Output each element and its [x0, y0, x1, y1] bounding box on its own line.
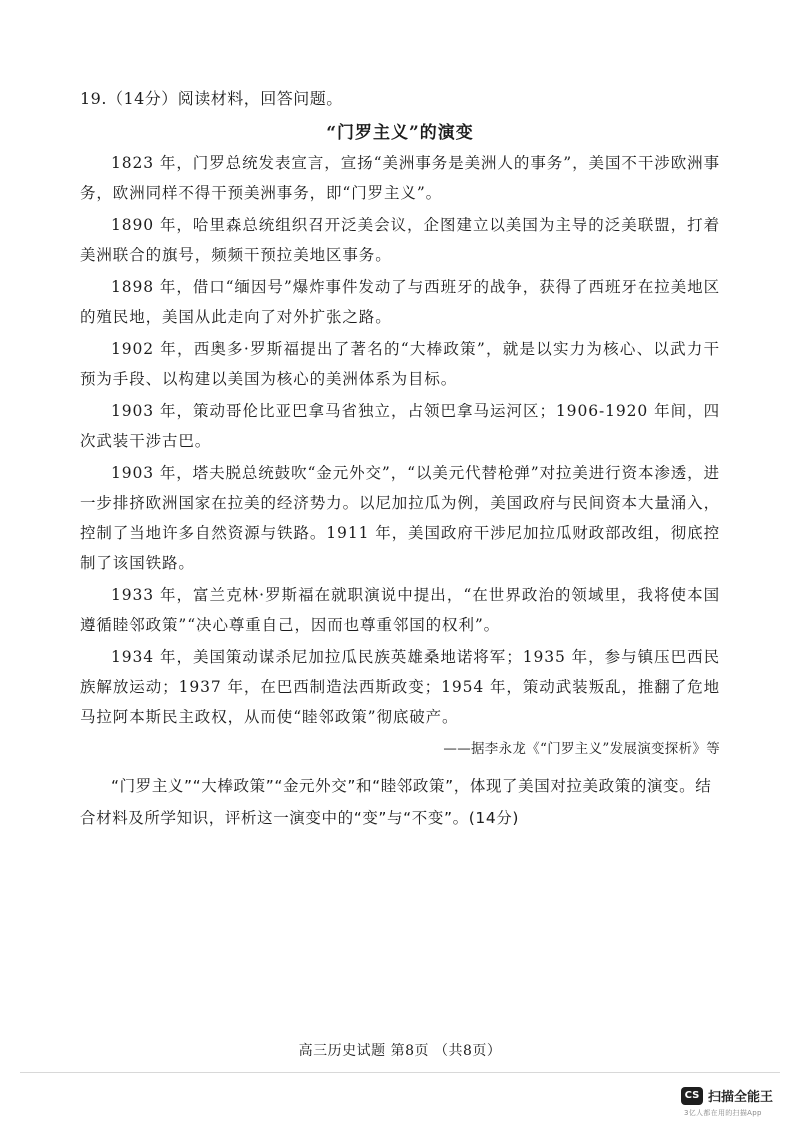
page-footer: 高三历史试题 第8页 （共8页） [298, 1043, 502, 1059]
material-title: “门罗主义”的演变 [326, 123, 474, 143]
material-paragraph: 1898 年，借口“缅因号”爆炸事件发动了与西班牙的战争，获得了西班牙在拉美地区的殖民地，美国从此走向了对外扩张之路。 [80, 278, 720, 326]
material-paragraph: 1933 年，富兰克林·罗斯福在就职演说中提出，“在世界政治的领域里，我将使本国遵循睦邻政策”“决心尊重自己，因而也尊重邻国的权利”。 [80, 586, 720, 634]
scan-divider [20, 1072, 780, 1073]
material-source: ——据李永龙《“门罗主义”发展演变探析》等 [443, 741, 720, 757]
question-header: 19.（14分）阅读材料，回答问题。 [80, 89, 343, 108]
scanner-tagline: 3亿人都在用的扫描App [684, 1109, 762, 1117]
scanner-watermark [681, 1086, 773, 1105]
scanner-app-name: 扫描全能王 [708, 1090, 774, 1105]
material-paragraph: 1902 年，西奥多·罗斯福提出了著名的“大棒政策”，就是以实力为核心、以武力干预为手段、以构建以美国为核心的美洲体系为目标。 [80, 340, 720, 388]
question-prompt: “门罗主义”“大棒政策”“金元外交”和“睦邻政策”，体现了美国对拉美政策的演变。结合材料及所学知识，评析这一演变中的“变”与“不变”。(14分) [80, 777, 712, 827]
material-body [80, 148, 720, 760]
material-paragraph: 1890 年，哈里森总统组织召开泛美会议，企图建立以美国为主导的泛美联盟，打着美洲联合的旗号，频频干预拉美地区事务。 [80, 216, 720, 264]
material-paragraph: 1903 年，策动哥伦比亚巴拿马省独立，占领巴拿马运河区；1906-1920 年间，四次武装干涉古巴。 [80, 402, 720, 450]
material-paragraph: 1903 年，塔夫脱总统鼓吹“金元外交”，“以美元代替枪弹”对拉美进行资本渗透，进一步排挤欧洲国家在拉美的经济势力。以尼加拉瓜为例，美国政府与民间资本大量涌入，控制了当地许多自然资源与铁路。1911 年，美国政府干涉尼加拉瓜财政部改组，彻底控制了该国铁路。 [80, 464, 720, 572]
camscanner-logo-icon: CS [681, 1087, 703, 1105]
material-paragraph: 1823 年，门罗总统发表宣言，宣扬“美洲事务是美洲人的事务”，美国不干涉欧洲事务，欧洲同样不得干预美洲事务，即“门罗主义”。 [80, 154, 720, 202]
material-paragraph: 1934 年，美国策动谋杀尼加拉瓜民族英雄桑地诺将军；1935 年，参与镇压巴西民族解放运动；1937 年，在巴西制造法西斯政变；1954 年，策动武装叛乱，推翻了危地马拉阿本斯民主政权，从而使“睦邻政策”彻底破产。 [80, 648, 720, 726]
